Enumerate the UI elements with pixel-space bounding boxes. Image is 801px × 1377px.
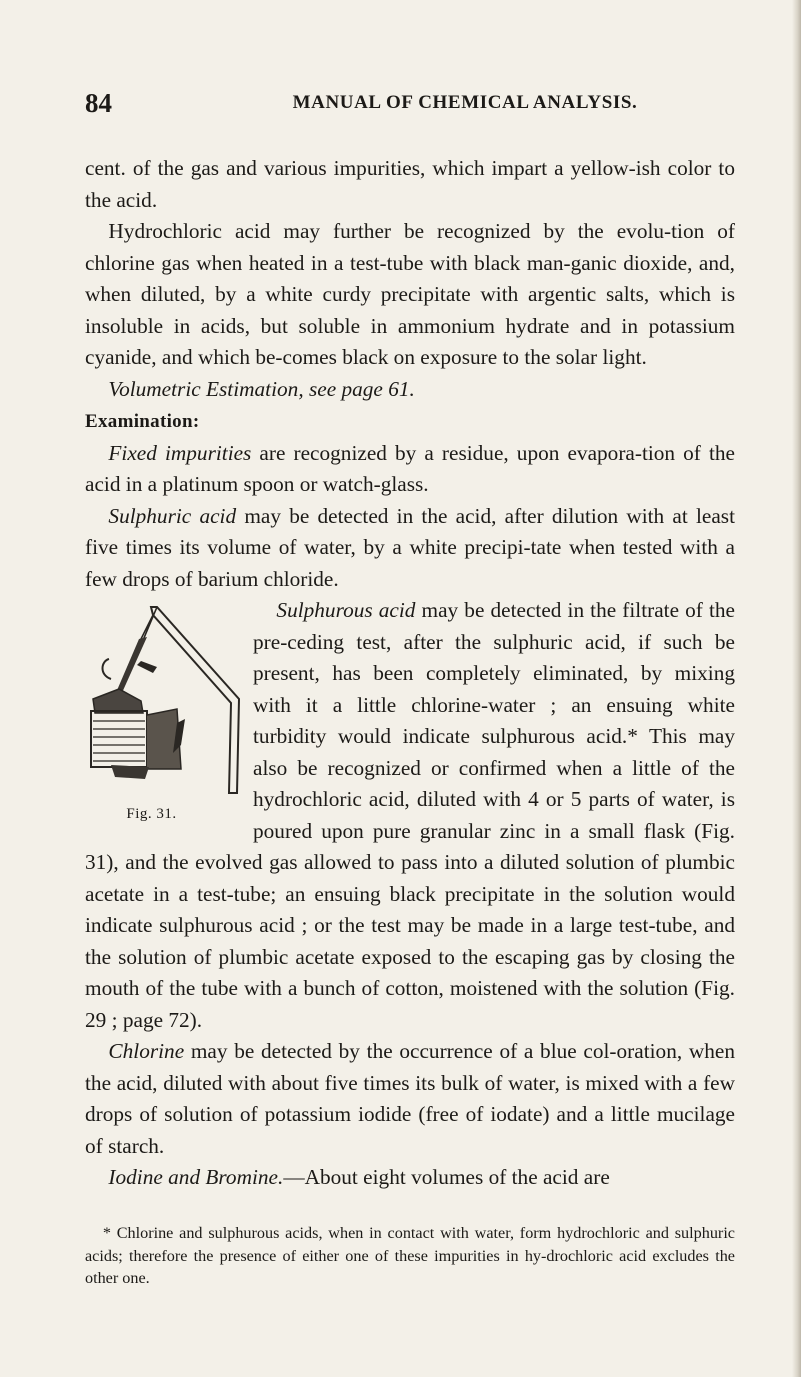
iodine-label: Iodine and Bromine. <box>108 1165 284 1189</box>
page-edge <box>792 0 801 1377</box>
running-head: MANUAL OF CHEMICAL ANALYSIS. <box>292 92 638 113</box>
volumetric-rest: , see page 61. <box>298 376 415 401</box>
sulphurous-label: Sulphurous acid <box>276 598 416 622</box>
paragraph-fixed-impurities <box>85 438 735 501</box>
paragraph-hydrochloric: Hydrochloric acid may further be recognized by the evolu-tion of chlorine gas when heated in a test-tube with black man-ganic dioxide, and, when diluted, by a white curdy precipitate with argentic salts, which is insoluble in acids, but soluble in ammonium hydrate and in potassium cyanide, and which be-comes black on exposure to the solar light. <box>85 219 735 369</box>
sulphuric-label: Sulphuric acid <box>108 503 237 528</box>
paragraph-continuation: cent. of the gas and various impurities, which impart a yellow-ish color to the acid. <box>85 156 735 212</box>
page-number: 84 <box>85 88 112 118</box>
sulphuric-rest: may be detected in the acid, after dilution with at least five times its volume of water, by a white precipi-tate when tested with a few drops of barium chloride. <box>85 503 736 591</box>
paragraph-sulphuric <box>85 501 735 596</box>
flask-and-tube-illustration <box>81 603 243 831</box>
fixed-rest: are recognized by a residue, upon evapora-tion of the acid in a platinum spoon or watch-glass. <box>85 440 735 496</box>
figure-caption: Fig. 31. <box>126 806 177 822</box>
footnote-text: * Chlorine and sulphurous acids, when in contact with water, form hydrochloric and sulphuric acids; therefore the presence of either one of these impurities in hy-drochloric acid excludes the other one. <box>85 1224 735 1287</box>
paragraph-sulphurous <box>85 595 735 1036</box>
paragraph-chlorine <box>85 1036 735 1162</box>
chlorine-label: Chlorine <box>108 1039 185 1063</box>
body-text <box>85 153 735 1194</box>
chlorine-rest: may be detected by the occurrence of a blue col-oration, when the acid, diluted with about five times its bulk of water, is mixed with a few drops of solution of potassium iodide (free of iodate) and a little mucilage of starch. <box>85 1039 735 1158</box>
paragraph-iodine-bromine <box>85 1162 735 1194</box>
page-header <box>85 88 735 118</box>
sulphurous-rest: may be detected in the filtrate of the pre-ceding test, after the sulphuric acid, if such be present, has been completely eliminated, by mixing with it a little chlorine-water ; an ensuing white turbidity would indicate sulphurous acid.* This may also be recognized or confirmed when a little of the hydrochloric acid, diluted with 4 or 5 parts of water, is poured upon pure granular zinc in a small flask (Fig. 31), and the evolved gas allowed to pass into a diluted solution of plumbic acetate in a test-tube; an ensuing black precipitate in the solution would indicate sulphurous acid ; or the test may be made in a large test-tube, and the solution of plumbic acetate exposed to the escaping gas by closing the mouth of the tube with a bunch of cotton, moistened with the solution (Fig. 29 ; page 72). <box>85 598 736 1032</box>
examination-heading: Examination: <box>85 411 200 432</box>
paragraph-volumetric <box>85 374 735 406</box>
figure-31 <box>81 603 243 831</box>
iodine-rest: —About eight volumes of the acid are <box>283 1165 610 1189</box>
fixed-label: Fixed impurities <box>108 440 252 465</box>
footnote <box>85 1222 735 1290</box>
volumetric-label: Volumetric Estimation <box>108 376 299 401</box>
